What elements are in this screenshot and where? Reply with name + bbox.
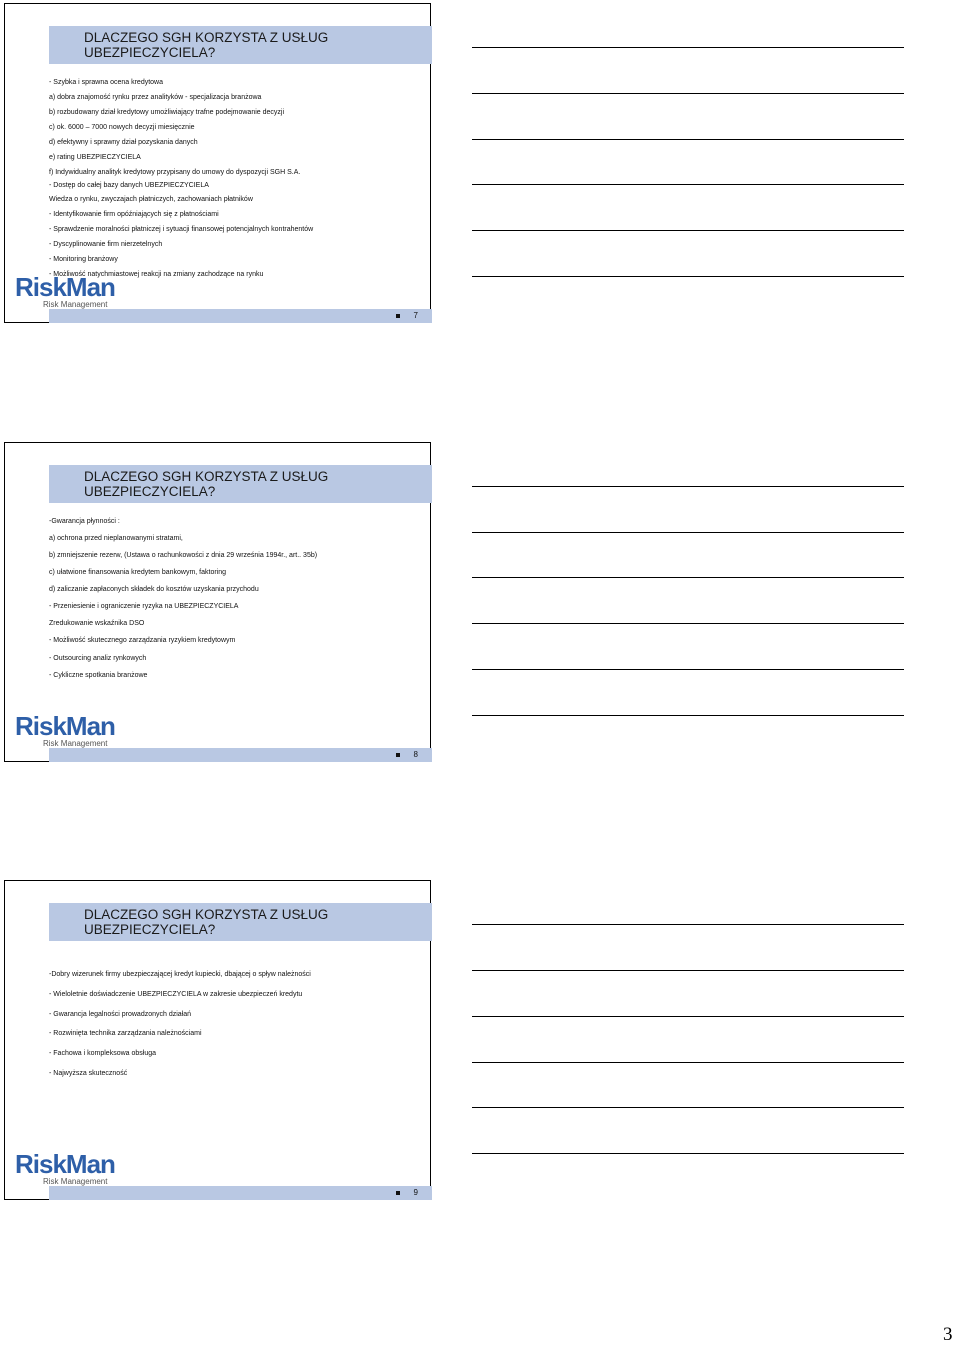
list-item: - Outsourcing analiz rynkowych: [49, 655, 147, 662]
logo-main-text: RiskMan: [15, 1149, 115, 1179]
list-item: c) ułatwione finansowania kredytem bankowym, faktoring: [49, 569, 227, 576]
list-item: - Cykliczne spotkania branżowe: [49, 672, 148, 679]
note-line: [472, 1107, 904, 1108]
note-line: [472, 970, 904, 971]
footer-bar: [49, 748, 432, 762]
list-item: c) ok. 6000 – 7000 nowych decyzji miesięcznie: [49, 124, 195, 131]
note-line: [472, 532, 904, 533]
note-line: [472, 715, 904, 716]
slide-8: [4, 442, 431, 762]
logo-sub-text: Risk Management: [43, 300, 108, 309]
note-line: [472, 623, 904, 624]
list-item: - Identyfikowanie firm opóźniających się z płatnościami: [49, 211, 219, 218]
note-line: [472, 276, 904, 277]
list-item: - Możliwość skutecznego zarządzania ryzykiem kredytowym: [49, 637, 236, 644]
list-item: b) rozbudowany dział kredytowy umożliwiający trafne podejmowanie decyzji: [49, 109, 284, 116]
title-line-1: DLACZEGO SGH KORZYSTA Z USŁUG: [84, 30, 329, 45]
list-item: - Możliwość natychmiastowej reakcji na zmiany zachodzące na rynku: [49, 271, 264, 278]
slide-number: 8: [413, 750, 418, 759]
title-line-1: DLACZEGO SGH KORZYSTA Z USŁUG: [84, 469, 329, 484]
list-item: - Gwarancja legalności prowadzonych działań: [49, 1011, 192, 1018]
slide-9: [4, 880, 431, 1200]
slide-7: [4, 3, 431, 323]
note-line: [472, 230, 904, 231]
list-item: -Dobry wizerunek firmy ubezpieczającej kredyt kupiecki, dbającej o spływ należności: [49, 971, 311, 978]
note-line: [472, 139, 904, 140]
note-line: [472, 669, 904, 670]
list-item: - Dostęp do całej bazy danych UBEZPIECZYCIELA: [49, 182, 209, 189]
list-item: - Szybka i sprawna ocena kredytowa: [49, 79, 163, 86]
square-bullet-icon: [396, 753, 400, 757]
logo-sub-text: Risk Management: [43, 1177, 108, 1186]
slide-number: 9: [413, 1188, 418, 1197]
footer-bar: [49, 309, 432, 323]
page-number: 3: [943, 1324, 953, 1345]
note-line: [472, 47, 904, 48]
note-line: [472, 93, 904, 94]
slide-title: [49, 26, 432, 64]
slide-title: [49, 903, 432, 941]
list-item: - Dyscyplinowanie firm nierzetelnych: [49, 241, 163, 248]
note-line: [472, 486, 904, 487]
list-item: - Rozwinięta technika zarządzania należnościami: [49, 1030, 202, 1037]
square-bullet-icon: [396, 1191, 400, 1195]
logo-main-text: RiskMan: [15, 711, 115, 741]
riskman-logo: [15, 274, 115, 310]
note-line: [472, 184, 904, 185]
note-line: [472, 1016, 904, 1017]
note-line: [472, 924, 904, 925]
list-item: - Fachowa i kompleksowa obsługa: [49, 1050, 156, 1057]
note-line: [472, 1153, 904, 1154]
riskman-logo: [15, 1151, 115, 1187]
list-item: d) efektywny i sprawny dział pozyskania danych: [49, 139, 198, 146]
list-item: - Najwyższa skuteczność: [49, 1070, 128, 1077]
list-item: a) dobra znajomość rynku przez analityków - specjalizacja branżowa: [49, 94, 262, 101]
list-item: Zredukowanie wskaźnika DSO: [49, 620, 145, 627]
list-item: f) Indywidualny analityk kredytowy przypisany do umowy do dyspozycji SGH S.A.: [49, 169, 301, 176]
footer-bar: [49, 1186, 432, 1200]
riskman-logo: [15, 713, 115, 749]
list-item: - Przeniesienie i ograniczenie ryzyka na UBEZPIECZYCIELA: [49, 603, 239, 610]
list-item: b) zmniejszenie rezerw, (Ustawa o rachunkowości z dnia 29 września 1994r., art.. 35b): [49, 552, 318, 559]
slide-title: [49, 465, 432, 503]
slide-number: 7: [413, 311, 418, 320]
list-item: e) rating UBEZPIECZYCIELA: [49, 154, 141, 161]
list-item: d) zaliczanie zapłaconych składek do kosztów uzyskania przychodu: [49, 586, 259, 593]
title-line-2: UBEZPIECZYCIELA?: [84, 484, 216, 499]
note-line: [472, 1062, 904, 1063]
list-item: a) ochrona przed nieplanowanymi stratami,: [49, 535, 183, 542]
logo-main-text: RiskMan: [15, 272, 115, 302]
note-line: [472, 577, 904, 578]
list-item: - Wieloletnie doświadczenie UBEZPIECZYCIELA w zakresie ubezpieczeń kredytu: [49, 991, 303, 998]
list-item: -Gwarancja płynności :: [49, 518, 120, 525]
list-item: - Monitoring branżowy: [49, 256, 118, 263]
logo-sub-text: Risk Management: [43, 739, 108, 748]
title-line-1: DLACZEGO SGH KORZYSTA Z USŁUG: [84, 907, 329, 922]
title-line-2: UBEZPIECZYCIELA?: [84, 922, 216, 937]
list-item: Wiedza o rynku, zwyczajach płatniczych, zachowaniach płatników: [49, 196, 253, 203]
square-bullet-icon: [396, 314, 400, 318]
list-item: - Sprawdzenie moralności płatniczej i sytuacji finansowej potencjalnych kontrahentów: [49, 226, 314, 233]
title-line-2: UBEZPIECZYCIELA?: [84, 45, 216, 60]
